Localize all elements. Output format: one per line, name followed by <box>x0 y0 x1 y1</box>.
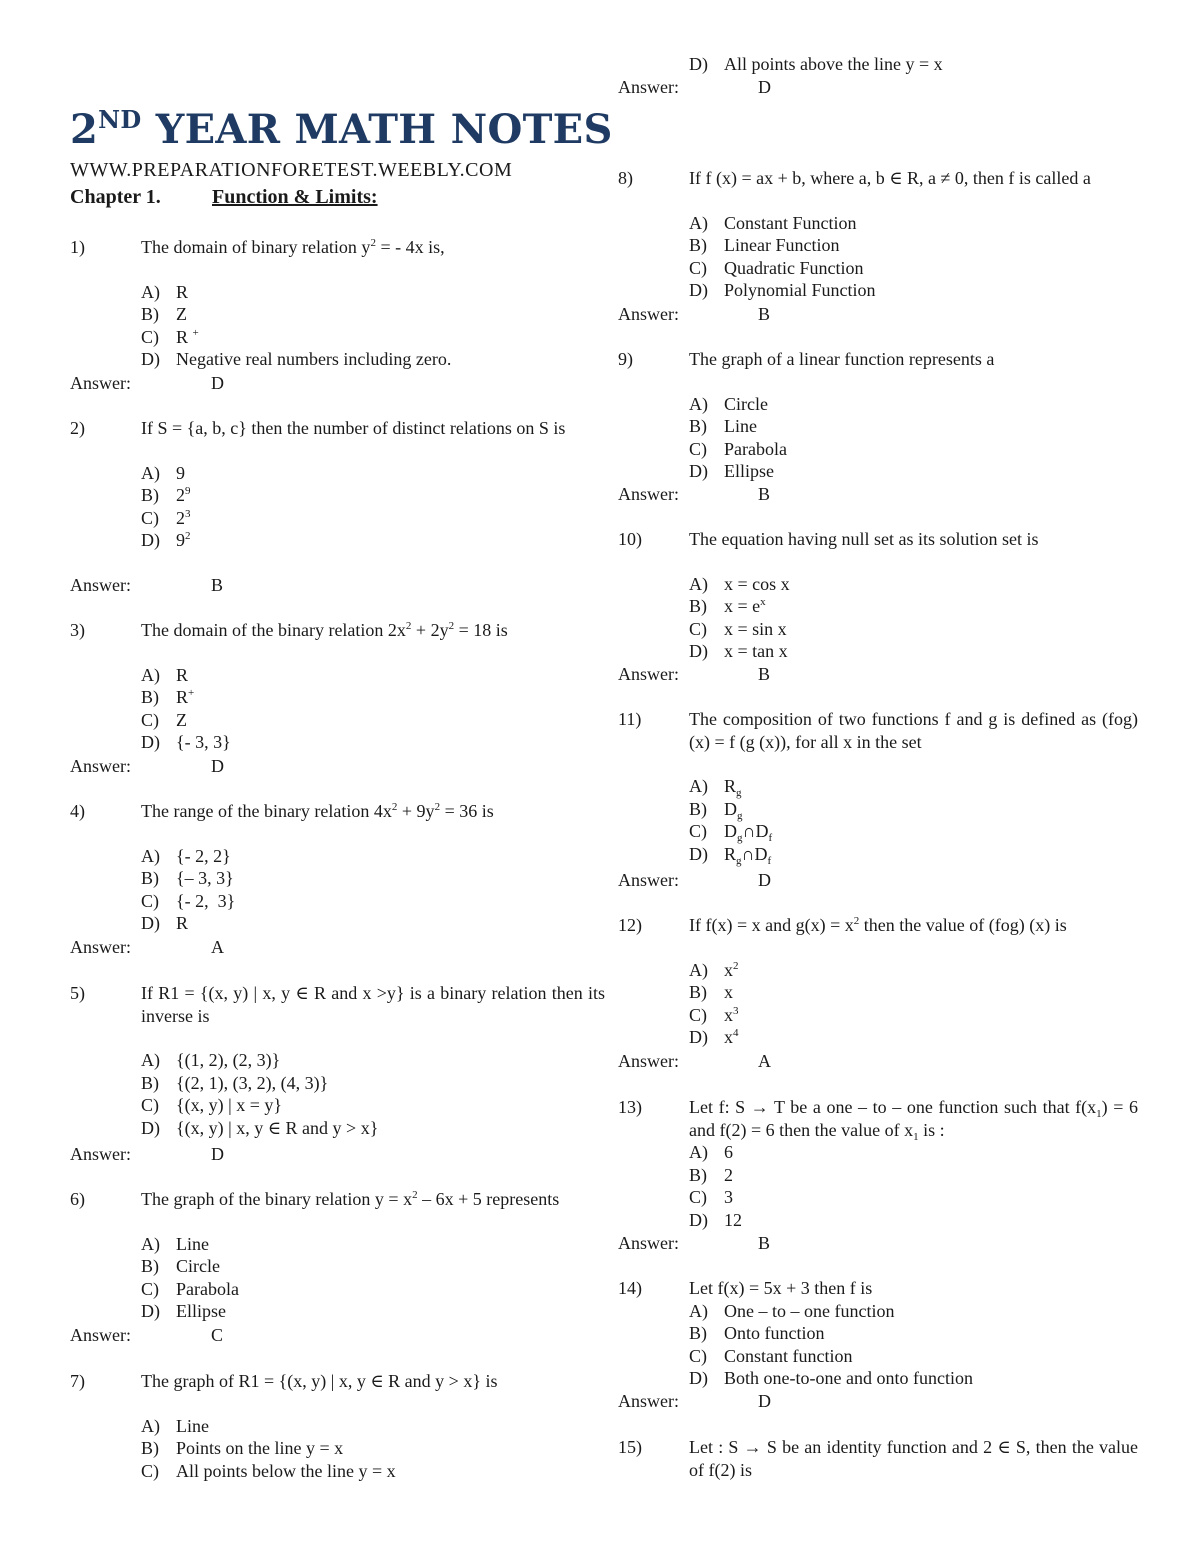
option-d: D) All points above the line y = x <box>689 54 943 74</box>
option-b: B) $x = e^x$ <box>689 596 766 617</box>
question-14 <box>618 1277 1138 1390</box>
question-text: The range of the binary relation $4x^2 + 9y^2 = 36$ is <box>141 801 494 821</box>
question-1 <box>70 236 605 371</box>
question-text: The graph of R1 = {(x, y) | x, y ∈ R and y > x} is <box>141 1371 498 1391</box>
option-a: A) 6 <box>689 1142 733 1163</box>
option-list <box>689 393 1138 483</box>
option-list <box>141 1415 605 1483</box>
option-list <box>689 775 1138 865</box>
question-number: 4) <box>70 801 85 821</box>
question-text: Let : S → S be an identity function and 2 ∈ S, then the value of f(2) is <box>689 1437 1138 1480</box>
answer-3: Answer: D <box>70 756 224 776</box>
option-c: C) Quadratic Function <box>689 257 864 278</box>
question-number: 10) <box>618 529 642 549</box>
option-d: D) {- 3, 3} <box>141 732 231 753</box>
website-url: WWW.PREPARATIONFORETEST.WEEBLY.COM <box>70 159 513 181</box>
question-number: 2) <box>70 418 85 438</box>
question-text: The domain of binary relation $y^2$ = - 4x is, <box>141 237 445 257</box>
option-d: D) 12 <box>689 1209 742 1230</box>
chapter-heading <box>70 185 378 209</box>
answer-5: Answer: D <box>70 1144 224 1164</box>
option-list <box>689 1141 1138 1231</box>
option-b: B) x <box>689 982 733 1003</box>
question-text: The composition of two functions f and g is defined as (fog) (x) = f (g (x)), for all x in the set <box>689 709 1138 752</box>
option-a: A) Circle <box>689 393 768 414</box>
question-13 <box>618 1096 1138 1232</box>
option-list <box>141 664 605 754</box>
answer-6: Answer: C <box>70 1325 224 1345</box>
option-d: D) x = tan x <box>689 641 788 662</box>
option-d: D) $x^4$ <box>689 1027 739 1048</box>
option-a: A) {(1, 2), (2, 3)} <box>141 1050 281 1071</box>
question-number: 7) <box>70 1371 85 1391</box>
question-text: If f(x) = x and $g(x) = x^2$ then the value of (fog) (x) is <box>689 915 1067 935</box>
option-list <box>689 1300 1138 1390</box>
option-b: B) Circle <box>141 1256 220 1277</box>
question-2 <box>70 417 605 552</box>
question-number: 14) <box>618 1278 642 1298</box>
option-a: A) 9 <box>141 462 185 483</box>
option-d: D) R <box>141 913 189 934</box>
option-c: C) All points below the line y = x <box>141 1460 396 1481</box>
option-c: C) Parabola <box>689 438 787 459</box>
option-list <box>141 281 605 371</box>
option-c: C) R + <box>141 326 199 347</box>
question-3 <box>70 619 605 754</box>
option-b: B) Linear Function <box>689 235 840 256</box>
option-b: B) Z <box>141 304 187 325</box>
question-number: 9) <box>618 349 633 369</box>
question-5 <box>70 982 605 1140</box>
question-text: The equation having null set as its solution set is <box>689 529 1039 549</box>
answer-14: Answer: D <box>618 1391 771 1411</box>
question-number: 3) <box>70 620 85 640</box>
question-text: If f (x) = ax + b, where a, b ∈ R, a ≠ 0, then f is called a <box>689 168 1091 188</box>
option-c: C) $x^3$ <box>689 1004 739 1025</box>
question-number: 15) <box>618 1437 642 1457</box>
answer-8: Answer: B <box>618 304 771 324</box>
option-a: A) {- 2, 2} <box>141 845 231 866</box>
option-a: A) R <box>141 664 189 685</box>
option-c: C) {- 2, 3} <box>141 890 236 911</box>
option-list <box>689 53 1138 76</box>
question-number: 1) <box>70 237 85 257</box>
option-d: D) Polynomial Function <box>689 280 876 301</box>
chapter-label: Chapter 1. <box>70 186 161 208</box>
option-c: C) 3 <box>689 1187 733 1208</box>
answer-9: Answer: B <box>618 484 771 504</box>
option-a: A) R <box>141 281 189 302</box>
question-text: If R1 = {(x, y) | x, y ∈ R and x >y} is a binary relation then its inverse is <box>141 983 605 1026</box>
option-a: A) One – to – one function <box>689 1300 895 1321</box>
answer-12: Answer: A <box>618 1051 771 1071</box>
option-list <box>689 573 1138 663</box>
option-b: B) Onto function <box>689 1323 825 1344</box>
option-list <box>689 959 1138 1049</box>
option-list <box>141 1049 605 1139</box>
option-b: B) $2^9$ <box>141 485 191 506</box>
option-c: C) Z <box>141 709 187 730</box>
chapter-title: Function & Limits: <box>212 186 378 208</box>
option-c: C) Parabola <box>141 1278 239 1299</box>
question-text: Let f: S → T be a one – to – one function such that $f(x_1) = 6$ and f(2) = 6 then the value of $x_1$ is : <box>689 1097 1138 1143</box>
option-a: A) x = cos x <box>689 573 790 594</box>
option-c: C) $D_g\cap D_f$ <box>689 821 773 845</box>
option-b: B) Points on the line y = x <box>141 1438 344 1459</box>
option-a: A) $x^2$ <box>689 959 739 980</box>
question-text: The domain of the binary relation $2x^2 + 2y^2 = 18$ is <box>141 620 508 640</box>
answer-1: Answer: D <box>70 373 224 393</box>
option-list <box>141 845 605 935</box>
question-7 <box>70 1370 605 1482</box>
question-number: 6) <box>70 1189 85 1209</box>
option-b: B) 2 <box>689 1164 733 1185</box>
option-c: C) x = sin x <box>689 618 787 639</box>
option-list <box>141 1233 605 1323</box>
question-text: If S = {a, b, c} then the number of distinct relations on S is <box>141 418 566 438</box>
option-d: D) Negative real numbers including zero. <box>141 349 452 370</box>
answer-7: Answer: D <box>618 76 771 97</box>
question-4 <box>70 800 605 935</box>
option-a: A) Constant Function <box>689 212 857 233</box>
option-d: D) Both one-to-one and onto function <box>689 1368 973 1389</box>
answer-10: Answer: B <box>618 664 771 684</box>
question-number: 11) <box>618 709 642 729</box>
question-6 <box>70 1188 605 1323</box>
option-d: D) {(x, y) | x, y ∈ R and y > x} <box>141 1117 379 1138</box>
option-list <box>141 462 605 552</box>
option-d: D) $R_g\cap D_f$ <box>689 843 772 867</box>
option-b: B) $D_g$ <box>689 798 743 822</box>
question-number: 8) <box>618 168 633 188</box>
option-c: C) {(x, y) | x = y} <box>141 1095 283 1116</box>
option-b: B) {(2, 1), (3, 2), (4, 3)} <box>141 1072 329 1093</box>
question-8 <box>618 167 1138 302</box>
answer-2: Answer: B <box>70 575 224 595</box>
option-c: C) $2^3$ <box>141 507 191 528</box>
question-text: The graph of a linear function represents a <box>689 349 995 369</box>
option-d: D) $9^2$ <box>141 530 191 551</box>
question-text: The graph of the binary relation $y = x^2 - 6x + 5$ represents <box>141 1189 560 1209</box>
option-b: B) R+ <box>141 687 195 708</box>
question-text: Let f(x) = 5x + 3 then f is <box>689 1278 873 1298</box>
question-12 <box>618 914 1138 1049</box>
question-number: 13) <box>618 1097 642 1117</box>
question-7-continued <box>618 53 1138 98</box>
option-list <box>689 212 1138 302</box>
option-a: A) $R_g$ <box>689 776 742 800</box>
option-c: C) Constant function <box>689 1345 853 1366</box>
question-9 <box>618 348 1138 483</box>
answer-13: Answer: B <box>618 1233 771 1253</box>
answer-4: Answer: A <box>70 937 224 957</box>
option-b: B) Line <box>689 416 757 437</box>
question-number: 12) <box>618 915 642 935</box>
option-b: B) {– 3, 3} <box>141 868 234 889</box>
answer-11: Answer: D <box>618 870 771 890</box>
option-d: D) Ellipse <box>689 461 774 482</box>
page-title: 2ND YEAR MATH NOTES <box>70 105 613 153</box>
question-10 <box>618 528 1138 663</box>
question-11 <box>618 708 1138 866</box>
option-a: A) Line <box>141 1415 209 1436</box>
option-a: A) Line <box>141 1233 209 1254</box>
question-15 <box>618 1436 1138 1481</box>
question-number: 5) <box>70 983 85 1003</box>
option-d: D) Ellipse <box>141 1301 226 1322</box>
